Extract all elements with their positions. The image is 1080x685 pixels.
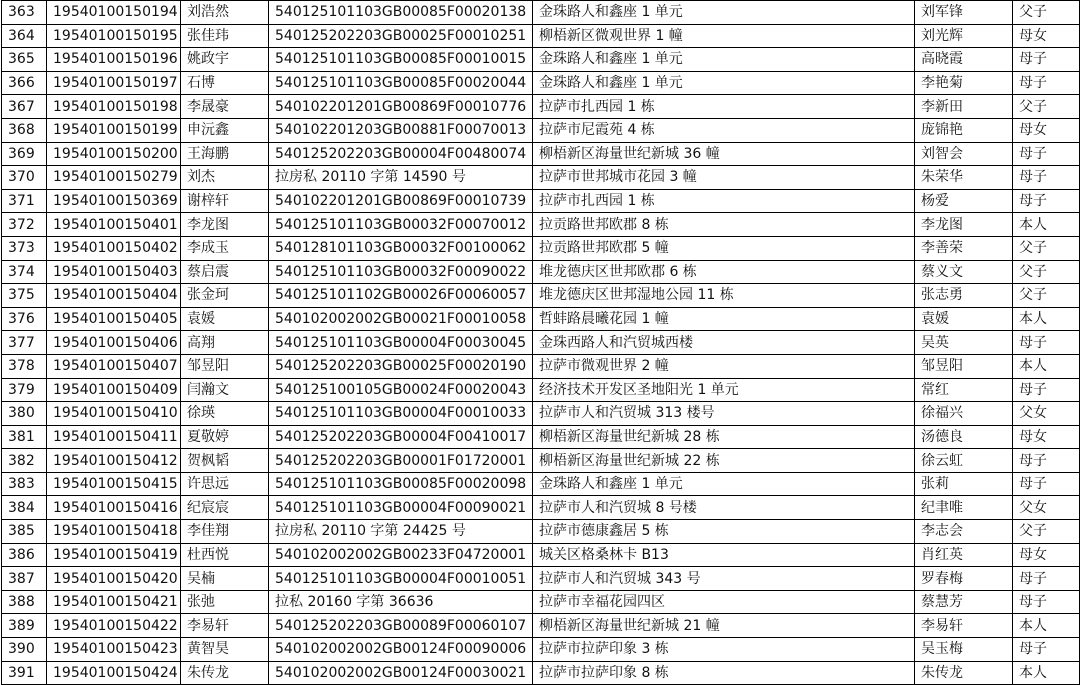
guardian-name-cell: 纪聿唯 bbox=[915, 496, 1013, 520]
relationship-cell: 母子 bbox=[1013, 449, 1080, 473]
relationship-cell: 母子 bbox=[1013, 567, 1080, 591]
guardian-name-cell: 李易轩 bbox=[915, 614, 1013, 638]
registration-id-cell: 19540100150423 bbox=[47, 638, 181, 662]
guardian-name-cell: 张莉 bbox=[915, 472, 1013, 496]
guardian-name-cell: 刘光辉 bbox=[915, 24, 1013, 48]
property-cert-cell: 540125101103GB00085F00010015 bbox=[269, 48, 533, 72]
table-row bbox=[2, 638, 1080, 662]
registration-id-cell: 19540100150197 bbox=[47, 71, 181, 95]
address-cell: 柳梧新区海量世纪新城 28 栋 bbox=[533, 425, 915, 449]
row-number-cell: 366 bbox=[2, 71, 47, 95]
table-row bbox=[2, 331, 1080, 355]
table-row bbox=[2, 614, 1080, 638]
row-number-cell: 373 bbox=[2, 236, 47, 260]
address-cell: 拉萨市人和汽贸城 343 号 bbox=[533, 567, 915, 591]
registration-id-cell: 19540100150279 bbox=[47, 166, 181, 190]
relationship-cell: 父女 bbox=[1013, 402, 1080, 426]
relationship-cell: 母子 bbox=[1013, 590, 1080, 614]
row-number-cell: 365 bbox=[2, 48, 47, 72]
row-number-cell: 388 bbox=[2, 590, 47, 614]
guardian-name-cell: 刘军锋 bbox=[915, 1, 1013, 25]
address-cell: 拉贡路世邦欧郡 5 幢 bbox=[533, 236, 915, 260]
table-row bbox=[2, 378, 1080, 402]
row-number-cell: 379 bbox=[2, 378, 47, 402]
row-number-cell: 377 bbox=[2, 331, 47, 355]
relationship-cell: 父子 bbox=[1013, 284, 1080, 308]
row-number-cell: 390 bbox=[2, 638, 47, 662]
relationship-cell: 母女 bbox=[1013, 425, 1080, 449]
address-cell: 金珠路人和鑫座 1 单元 bbox=[533, 1, 915, 25]
row-number-cell: 363 bbox=[2, 1, 47, 25]
property-cert-cell: 540125101103GB00032F00090022 bbox=[269, 260, 533, 284]
relationship-cell: 本人 bbox=[1013, 354, 1080, 378]
registration-id-cell: 19540100150419 bbox=[47, 543, 181, 567]
student-name-cell: 黄智昊 bbox=[181, 638, 269, 662]
table-row bbox=[2, 142, 1080, 166]
student-name-cell: 蔡启震 bbox=[181, 260, 269, 284]
table-row bbox=[2, 1, 1080, 25]
relationship-cell: 母女 bbox=[1013, 543, 1080, 567]
registration-id-cell: 19540100150412 bbox=[47, 449, 181, 473]
student-name-cell: 李成玉 bbox=[181, 236, 269, 260]
row-number-cell: 372 bbox=[2, 213, 47, 237]
registration-id-cell: 19540100150406 bbox=[47, 331, 181, 355]
row-number-cell: 376 bbox=[2, 307, 47, 331]
student-name-cell: 李易轩 bbox=[181, 614, 269, 638]
student-name-cell: 许思远 bbox=[181, 472, 269, 496]
table-row bbox=[2, 402, 1080, 426]
table-row bbox=[2, 449, 1080, 473]
row-number-cell: 391 bbox=[2, 661, 47, 685]
table-row bbox=[2, 236, 1080, 260]
guardian-name-cell: 庞锦艳 bbox=[915, 118, 1013, 142]
registration-id-cell: 19540100150199 bbox=[47, 118, 181, 142]
address-cell: 拉萨市微观世界 2 幢 bbox=[533, 354, 915, 378]
relationship-cell: 母子 bbox=[1013, 331, 1080, 355]
property-cert-cell: 拉房私 20110 字第 14590 号 bbox=[269, 166, 533, 190]
property-cert-cell: 540125202203GB00004F00410017 bbox=[269, 425, 533, 449]
table-row bbox=[2, 496, 1080, 520]
address-cell: 拉萨市人和汽贸城 8 号楼 bbox=[533, 496, 915, 520]
guardian-name-cell: 李善荣 bbox=[915, 236, 1013, 260]
student-name-cell: 夏敬婷 bbox=[181, 425, 269, 449]
property-cert-cell: 540102201201GB00869F00010776 bbox=[269, 95, 533, 119]
relationship-cell: 母女 bbox=[1013, 24, 1080, 48]
relationship-cell: 父女 bbox=[1013, 496, 1080, 520]
guardian-name-cell: 罗春梅 bbox=[915, 567, 1013, 591]
address-cell: 拉萨市幸福花园四区 bbox=[533, 590, 915, 614]
relationship-cell: 母女 bbox=[1013, 118, 1080, 142]
row-number-cell: 375 bbox=[2, 284, 47, 308]
address-cell: 拉萨市拉萨印象 3 栋 bbox=[533, 638, 915, 662]
address-cell: 柳梧新区海量世纪新城 22 栋 bbox=[533, 449, 915, 473]
relationship-cell: 母子 bbox=[1013, 189, 1080, 213]
student-name-cell: 姚政宇 bbox=[181, 48, 269, 72]
relationship-cell: 母子 bbox=[1013, 142, 1080, 166]
property-cert-cell: 540125202203GB00004F00480074 bbox=[269, 142, 533, 166]
relationship-cell: 父子 bbox=[1013, 95, 1080, 119]
registration-id-cell: 19540100150418 bbox=[47, 520, 181, 544]
student-name-cell: 贺枫韬 bbox=[181, 449, 269, 473]
student-name-cell: 石博 bbox=[181, 71, 269, 95]
table-row bbox=[2, 189, 1080, 213]
address-cell: 柳梧新区微观世界 1 幢 bbox=[533, 24, 915, 48]
student-name-cell: 徐瑛 bbox=[181, 402, 269, 426]
row-number-cell: 369 bbox=[2, 142, 47, 166]
row-number-cell: 371 bbox=[2, 189, 47, 213]
guardian-name-cell: 李龙图 bbox=[915, 213, 1013, 237]
relationship-cell: 母子 bbox=[1013, 638, 1080, 662]
property-cert-cell: 540102201203GB00881F00070013 bbox=[269, 118, 533, 142]
student-name-cell: 申沅鑫 bbox=[181, 118, 269, 142]
guardian-name-cell: 徐云虹 bbox=[915, 449, 1013, 473]
address-cell: 城关区格桑林卡 B13 bbox=[533, 543, 915, 567]
student-name-cell: 邹昱阳 bbox=[181, 354, 269, 378]
row-number-cell: 385 bbox=[2, 520, 47, 544]
guardian-name-cell: 李新田 bbox=[915, 95, 1013, 119]
student-name-cell: 谢梓轩 bbox=[181, 189, 269, 213]
address-cell: 经济技术开发区圣地阳光 1 单元 bbox=[533, 378, 915, 402]
address-cell: 拉萨市扎西园 1 栋 bbox=[533, 95, 915, 119]
property-cert-cell: 540125101103GB00085F00020098 bbox=[269, 472, 533, 496]
address-cell: 拉萨市世邦城市花园 3 幢 bbox=[533, 166, 915, 190]
registry-table bbox=[1, 0, 1080, 685]
table-row bbox=[2, 543, 1080, 567]
property-cert-cell: 拉房私 20110 字第 24425 号 bbox=[269, 520, 533, 544]
guardian-name-cell: 吴英 bbox=[915, 331, 1013, 355]
table-row bbox=[2, 24, 1080, 48]
property-cert-cell: 540102002002GB00233F04720001 bbox=[269, 543, 533, 567]
guardian-name-cell: 李志会 bbox=[915, 520, 1013, 544]
student-name-cell: 高翔 bbox=[181, 331, 269, 355]
row-number-cell: 389 bbox=[2, 614, 47, 638]
registration-id-cell: 19540100150194 bbox=[47, 1, 181, 25]
table-row bbox=[2, 661, 1080, 685]
student-name-cell: 李龙图 bbox=[181, 213, 269, 237]
guardian-name-cell: 刘智会 bbox=[915, 142, 1013, 166]
student-name-cell: 李晟豪 bbox=[181, 95, 269, 119]
table-row bbox=[2, 425, 1080, 449]
property-cert-cell: 540125101103GB00085F00020138 bbox=[269, 1, 533, 25]
row-number-cell: 386 bbox=[2, 543, 47, 567]
property-cert-cell: 540125101103GB00085F00020044 bbox=[269, 71, 533, 95]
table-row bbox=[2, 520, 1080, 544]
property-cert-cell: 540102002002GB00124F00090006 bbox=[269, 638, 533, 662]
relationship-cell: 本人 bbox=[1013, 213, 1080, 237]
registration-id-cell: 19540100150424 bbox=[47, 661, 181, 685]
property-cert-cell: 540125101103GB00004F00010051 bbox=[269, 567, 533, 591]
registration-id-cell: 19540100150195 bbox=[47, 24, 181, 48]
relationship-cell: 父子 bbox=[1013, 520, 1080, 544]
address-cell: 金珠路人和鑫座 1 单元 bbox=[533, 48, 915, 72]
guardian-name-cell: 蔡义文 bbox=[915, 260, 1013, 284]
table-row bbox=[2, 118, 1080, 142]
property-cert-cell: 540125202203GB00025F00020190 bbox=[269, 354, 533, 378]
registration-id-cell: 19540100150411 bbox=[47, 425, 181, 449]
relationship-cell: 本人 bbox=[1013, 661, 1080, 685]
table-row bbox=[2, 166, 1080, 190]
row-number-cell: 382 bbox=[2, 449, 47, 473]
registration-id-cell: 19540100150405 bbox=[47, 307, 181, 331]
row-number-cell: 374 bbox=[2, 260, 47, 284]
guardian-name-cell: 李艳菊 bbox=[915, 71, 1013, 95]
address-cell: 金珠路人和鑫座 1 单元 bbox=[533, 71, 915, 95]
guardian-name-cell: 肖红英 bbox=[915, 543, 1013, 567]
student-name-cell: 刘浩然 bbox=[181, 1, 269, 25]
address-cell: 柳梧新区海量世纪新城 36 幢 bbox=[533, 142, 915, 166]
property-cert-cell: 540125101103GB00004F00010033 bbox=[269, 402, 533, 426]
table-row bbox=[2, 567, 1080, 591]
property-cert-cell: 540102201201GB00869F00010739 bbox=[269, 189, 533, 213]
registration-id-cell: 19540100150422 bbox=[47, 614, 181, 638]
student-name-cell: 袁媛 bbox=[181, 307, 269, 331]
guardian-name-cell: 朱传龙 bbox=[915, 661, 1013, 685]
student-name-cell: 纪宸宸 bbox=[181, 496, 269, 520]
relationship-cell: 母子 bbox=[1013, 378, 1080, 402]
registration-id-cell: 19540100150421 bbox=[47, 590, 181, 614]
property-cert-cell: 540125100105GB00024F00020043 bbox=[269, 378, 533, 402]
guardian-name-cell: 袁媛 bbox=[915, 307, 1013, 331]
registration-id-cell: 19540100150415 bbox=[47, 472, 181, 496]
student-name-cell: 张佳玮 bbox=[181, 24, 269, 48]
row-number-cell: 381 bbox=[2, 425, 47, 449]
address-cell: 柳梧新区海量世纪新城 21 幢 bbox=[533, 614, 915, 638]
table-row bbox=[2, 48, 1080, 72]
property-cert-cell: 540102002002GB00021F00010058 bbox=[269, 307, 533, 331]
table-row bbox=[2, 71, 1080, 95]
student-name-cell: 杜西悦 bbox=[181, 543, 269, 567]
row-number-cell: 378 bbox=[2, 354, 47, 378]
registration-id-cell: 19540100150404 bbox=[47, 284, 181, 308]
relationship-cell: 母子 bbox=[1013, 472, 1080, 496]
relationship-cell: 母子 bbox=[1013, 166, 1080, 190]
row-number-cell: 384 bbox=[2, 496, 47, 520]
address-cell: 拉萨市人和汽贸城 313 楼号 bbox=[533, 402, 915, 426]
property-cert-cell: 540125101103GB00004F00030045 bbox=[269, 331, 533, 355]
student-name-cell: 吴楠 bbox=[181, 567, 269, 591]
registration-id-cell: 19540100150416 bbox=[47, 496, 181, 520]
registration-id-cell: 19540100150409 bbox=[47, 378, 181, 402]
table-row bbox=[2, 307, 1080, 331]
registration-id-cell: 19540100150401 bbox=[47, 213, 181, 237]
relationship-cell: 本人 bbox=[1013, 614, 1080, 638]
guardian-name-cell: 蔡慧芳 bbox=[915, 590, 1013, 614]
address-cell: 拉萨市德康鑫居 5 栋 bbox=[533, 520, 915, 544]
registration-id-cell: 19540100150196 bbox=[47, 48, 181, 72]
row-number-cell: 368 bbox=[2, 118, 47, 142]
table-row bbox=[2, 472, 1080, 496]
property-cert-cell: 拉私 20160 字第 36636 bbox=[269, 590, 533, 614]
guardian-name-cell: 汤德良 bbox=[915, 425, 1013, 449]
registration-id-cell: 19540100150198 bbox=[47, 95, 181, 119]
address-cell: 拉萨市尼霞苑 4 栋 bbox=[533, 118, 915, 142]
row-number-cell: 380 bbox=[2, 402, 47, 426]
address-cell: 哲蚌路晨曦花园 1 幢 bbox=[533, 307, 915, 331]
student-name-cell: 张金珂 bbox=[181, 284, 269, 308]
property-cert-cell: 540125202203GB00025F00010251 bbox=[269, 24, 533, 48]
registration-id-cell: 19540100150369 bbox=[47, 189, 181, 213]
relationship-cell: 父子 bbox=[1013, 260, 1080, 284]
guardian-name-cell: 朱荣华 bbox=[915, 166, 1013, 190]
address-cell: 金珠路人和鑫座 1 单元 bbox=[533, 472, 915, 496]
guardian-name-cell: 吴玉梅 bbox=[915, 638, 1013, 662]
guardian-name-cell: 常红 bbox=[915, 378, 1013, 402]
table-row bbox=[2, 590, 1080, 614]
address-cell: 堆龙德庆区世邦湿地公园 11 栋 bbox=[533, 284, 915, 308]
guardian-name-cell: 徐福兴 bbox=[915, 402, 1013, 426]
property-cert-cell: 540125101103GB00004F00090021 bbox=[269, 496, 533, 520]
property-cert-cell: 540125101102GB00026F00060057 bbox=[269, 284, 533, 308]
property-cert-cell: 540102002002GB00124F00030021 bbox=[269, 661, 533, 685]
student-name-cell: 王海鹏 bbox=[181, 142, 269, 166]
address-cell: 金珠西路人和汽贸城西楼 bbox=[533, 331, 915, 355]
student-name-cell: 朱传龙 bbox=[181, 661, 269, 685]
relationship-cell: 父子 bbox=[1013, 236, 1080, 260]
row-number-cell: 370 bbox=[2, 166, 47, 190]
relationship-cell: 母子 bbox=[1013, 48, 1080, 72]
table-row bbox=[2, 284, 1080, 308]
registration-id-cell: 19540100150407 bbox=[47, 354, 181, 378]
table-row bbox=[2, 95, 1080, 119]
relationship-cell: 本人 bbox=[1013, 307, 1080, 331]
student-name-cell: 张弛 bbox=[181, 590, 269, 614]
property-cert-cell: 540125101103GB00032F00070012 bbox=[269, 213, 533, 237]
row-number-cell: 387 bbox=[2, 567, 47, 591]
property-cert-cell: 540125202203GB00001F01720001 bbox=[269, 449, 533, 473]
student-name-cell: 刘杰 bbox=[181, 166, 269, 190]
registration-id-cell: 19540100150402 bbox=[47, 236, 181, 260]
guardian-name-cell: 高晓霞 bbox=[915, 48, 1013, 72]
row-number-cell: 367 bbox=[2, 95, 47, 119]
address-cell: 拉萨市拉萨印象 8 栋 bbox=[533, 661, 915, 685]
property-cert-cell: 540125202203GB00089F00060107 bbox=[269, 614, 533, 638]
property-cert-cell: 540128101103GB00032F00100062 bbox=[269, 236, 533, 260]
relationship-cell: 母子 bbox=[1013, 71, 1080, 95]
registration-id-cell: 19540100150420 bbox=[47, 567, 181, 591]
registration-id-cell: 19540100150403 bbox=[47, 260, 181, 284]
address-cell: 拉贡路世邦欧郡 8 栋 bbox=[533, 213, 915, 237]
relationship-cell: 父子 bbox=[1013, 1, 1080, 25]
guardian-name-cell: 杨爱 bbox=[915, 189, 1013, 213]
student-name-cell: 李佳翔 bbox=[181, 520, 269, 544]
address-cell: 堆龙德庆区世邦欧郡 6 栋 bbox=[533, 260, 915, 284]
table-row bbox=[2, 213, 1080, 237]
student-name-cell: 闫瀚文 bbox=[181, 378, 269, 402]
registration-id-cell: 19540100150410 bbox=[47, 402, 181, 426]
table-row bbox=[2, 260, 1080, 284]
address-cell: 拉萨市扎西园 1 栋 bbox=[533, 189, 915, 213]
table-row bbox=[2, 354, 1080, 378]
guardian-name-cell: 张志勇 bbox=[915, 284, 1013, 308]
registry-table-body bbox=[2, 1, 1080, 685]
registration-id-cell: 19540100150200 bbox=[47, 142, 181, 166]
row-number-cell: 364 bbox=[2, 24, 47, 48]
row-number-cell: 383 bbox=[2, 472, 47, 496]
guardian-name-cell: 邹昱阳 bbox=[915, 354, 1013, 378]
